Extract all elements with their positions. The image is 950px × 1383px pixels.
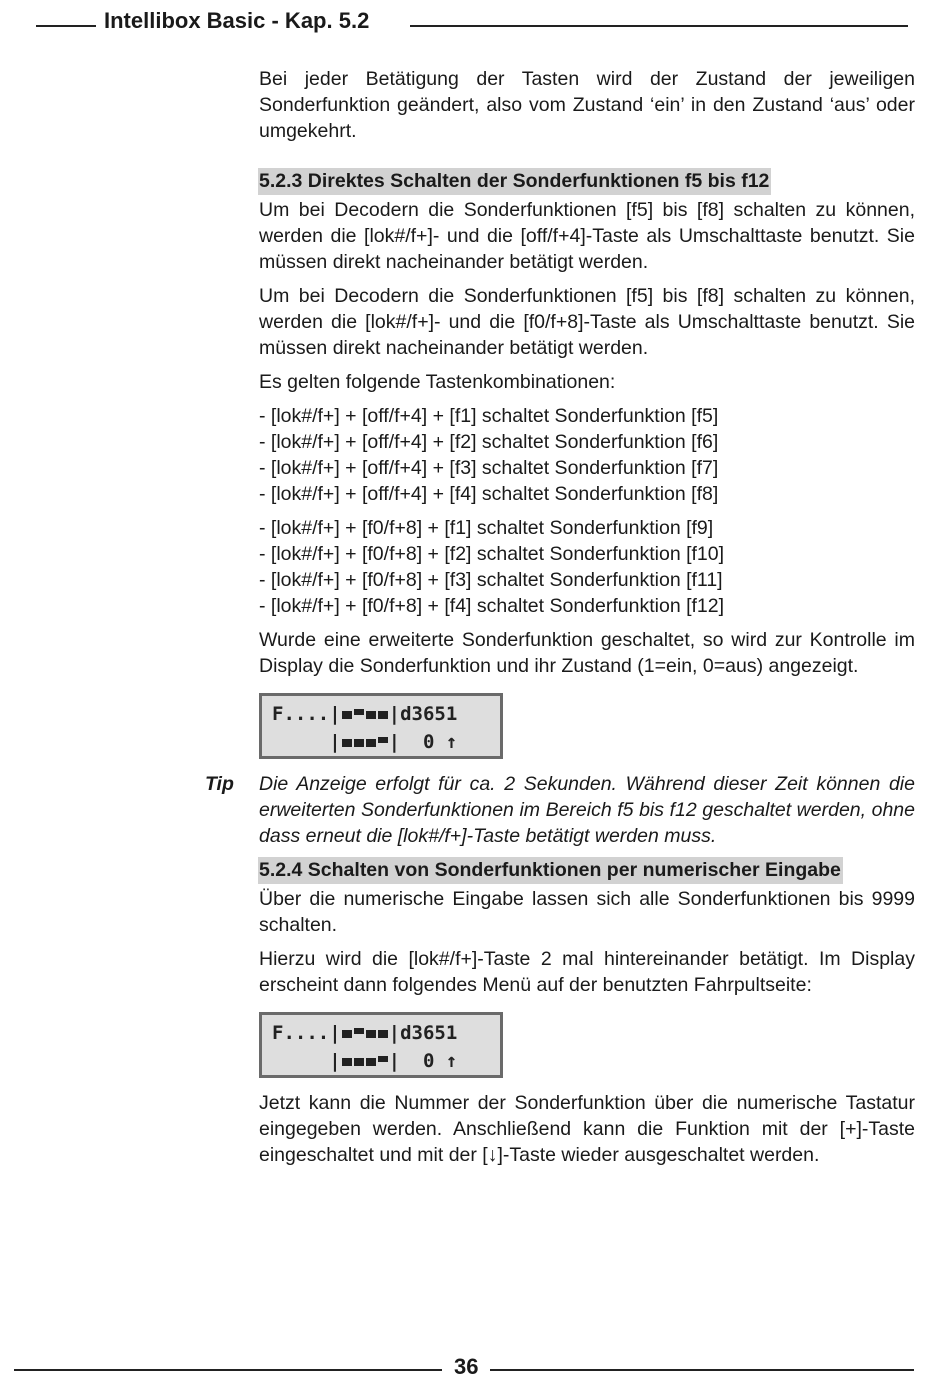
- list-item: - [lok#/f+] + [f0/f+8] + [f1] schaltet Sonderfunktion [f9]: [259, 517, 714, 539]
- lcd-block-icon: [378, 711, 388, 719]
- section-524-heading-wrap: [259, 857, 915, 884]
- header-rule-right: [410, 25, 908, 27]
- tip-label: Tip: [205, 773, 234, 795]
- lcd-text: |d3651: [388, 1022, 458, 1044]
- lcd-row-2: [272, 728, 500, 756]
- list-item: - [lok#/f+] + [f0/f+8] + [f2] schaltet Sonderfunktion [f10]: [259, 543, 725, 565]
- lcd-block-icon: [342, 1030, 352, 1038]
- lcd-display-1: [259, 693, 503, 759]
- lcd-block-icon: [366, 739, 376, 747]
- lcd-text: F....|: [272, 1022, 341, 1044]
- list-item: - [lok#/f+] + [off/f+4] + [f4] schaltet Sonderfunktion [f8]: [259, 483, 719, 505]
- lcd-block-icon: [342, 1058, 352, 1066]
- lcd-text: | 0: [388, 731, 446, 753]
- lcd-text: | 0: [388, 1050, 446, 1072]
- section-524-heading: 5.2.4 Schalten von Sonderfunktionen per numerischer Eingabe: [258, 857, 843, 884]
- lcd-block-icon: [366, 1058, 376, 1066]
- page-number: 36: [454, 1354, 479, 1379]
- lcd-text: F....|: [272, 703, 341, 725]
- section-523-heading: 5.2.3 Direktes Schalten der Sonderfunktionen f5 bis f12: [258, 168, 771, 195]
- list-item: - [lok#/f+] + [off/f+4] + [f2] schaltet Sonderfunktion [f6]: [259, 431, 719, 453]
- lcd-row-1: [272, 1019, 500, 1047]
- lcd-text: |: [272, 731, 341, 753]
- section-524-paragraph-1: Über die numerische Eingabe lassen sich alle Sonderfunktionen bis 9999 schalten.: [259, 888, 915, 936]
- arrow-up-icon: ↑: [445, 731, 458, 753]
- section-524-paragraph-2: Hierzu wird die [lok#/f+]-Taste 2 mal hintereinander betätigt. Im Display erscheint dann folgendes Menü auf der benutzten Fahrpultseite:: [259, 948, 915, 996]
- page-header: [36, 8, 908, 38]
- tip-text: Die Anzeige erfolgt für ca. 2 Sekunden. Während dieser Zeit können die erweiterten Sonderfunktionen im Bereich f5 bis f12 geschaltet werden, ohne dass erneut die [lok#/f+]-Taste betätigt werden muss.: [259, 773, 915, 847]
- header-rule-left: [36, 25, 96, 27]
- tip-block: [205, 771, 915, 849]
- lcd-block-raised-icon: [378, 1056, 388, 1062]
- lcd-block-raised-icon: [354, 709, 364, 715]
- lcd-block-icon: [378, 1030, 388, 1038]
- lcd-block-icon: [366, 711, 376, 719]
- page-footer: [14, 1352, 914, 1382]
- lcd-row-2: [272, 1047, 500, 1075]
- lcd-block-raised-icon: [354, 1028, 364, 1034]
- section-524-paragraph-3: Jetzt kann die Nummer der Sonderfunktion über die numerische Tastatur eingegeben werden. Anschließend kann die Funktion mit der [+]-Taste eingeschaltet und mit der [↓]-Taste wieder ausgeschaltet werden.: [259, 1092, 915, 1166]
- lcd-block-icon: [342, 739, 352, 747]
- key-combination-list-a: [259, 403, 915, 507]
- lcd-text: |: [272, 1050, 341, 1072]
- footer-rule-left: [14, 1369, 442, 1371]
- list-item: - [lok#/f+] + [f0/f+8] + [f3] schaltet Sonderfunktion [f11]: [259, 569, 723, 591]
- list-item: - [lok#/f+] + [f0/f+8] + [f4] schaltet Sonderfunktion [f12]: [259, 595, 725, 617]
- lcd-row-1: [272, 700, 500, 728]
- intro-paragraph: Bei jeder Betätigung der Tasten wird der Zustand der jeweiligen Sonderfunktion geändert, also vom Zustand ‘ein’ in den Zustand ‘aus’ oder umgekehrt.: [259, 68, 915, 142]
- lcd-display-2: [259, 1012, 503, 1078]
- section-523-heading-wrap: [259, 168, 915, 195]
- page-content: [205, 66, 915, 1168]
- section-523-paragraph-3: Es gelten folgende Tastenkombinationen:: [259, 371, 616, 393]
- lcd-block-icon: [354, 1058, 364, 1066]
- section-523-paragraph-1: Um bei Decodern die Sonderfunktionen [f5] bis [f8] schalten zu können, werden die [lok#/f+]- und die [off/f+4]-Taste als Umschalttaste benutzt. Sie müssen direkt nacheinander betätigt werden.: [259, 199, 915, 273]
- footer-rule-right: [490, 1369, 914, 1371]
- lcd-block-icon: [354, 739, 364, 747]
- arrow-up-icon: ↑: [445, 1050, 458, 1072]
- lcd-block-icon: [366, 1030, 376, 1038]
- section-523-paragraph-4: Wurde eine erweiterte Sonderfunktion geschaltet, so wird zur Kontrolle im Display die Sonderfunktion und ihr Zustand (1=ein, 0=aus) angezeigt.: [259, 629, 915, 677]
- list-item: - [lok#/f+] + [off/f+4] + [f1] schaltet Sonderfunktion [f5]: [259, 405, 719, 427]
- section-523-paragraph-2: Um bei Decodern die Sonderfunktionen [f5] bis [f8] schalten zu können, werden die [lok#/f+]- und die [f0/f+8]-Taste als Umschalttaste benutzt. Sie müssen direkt nacheinander betätigt werden.: [259, 285, 915, 359]
- lcd-block-raised-icon: [378, 737, 388, 743]
- header-title: Intellibox Basic - Kap. 5.2: [104, 8, 370, 33]
- key-combination-list-b: [259, 515, 915, 619]
- lcd-block-icon: [342, 711, 352, 719]
- list-item: - [lok#/f+] + [off/f+4] + [f3] schaltet Sonderfunktion [f7]: [259, 457, 719, 479]
- lcd-text: |d3651: [388, 703, 458, 725]
